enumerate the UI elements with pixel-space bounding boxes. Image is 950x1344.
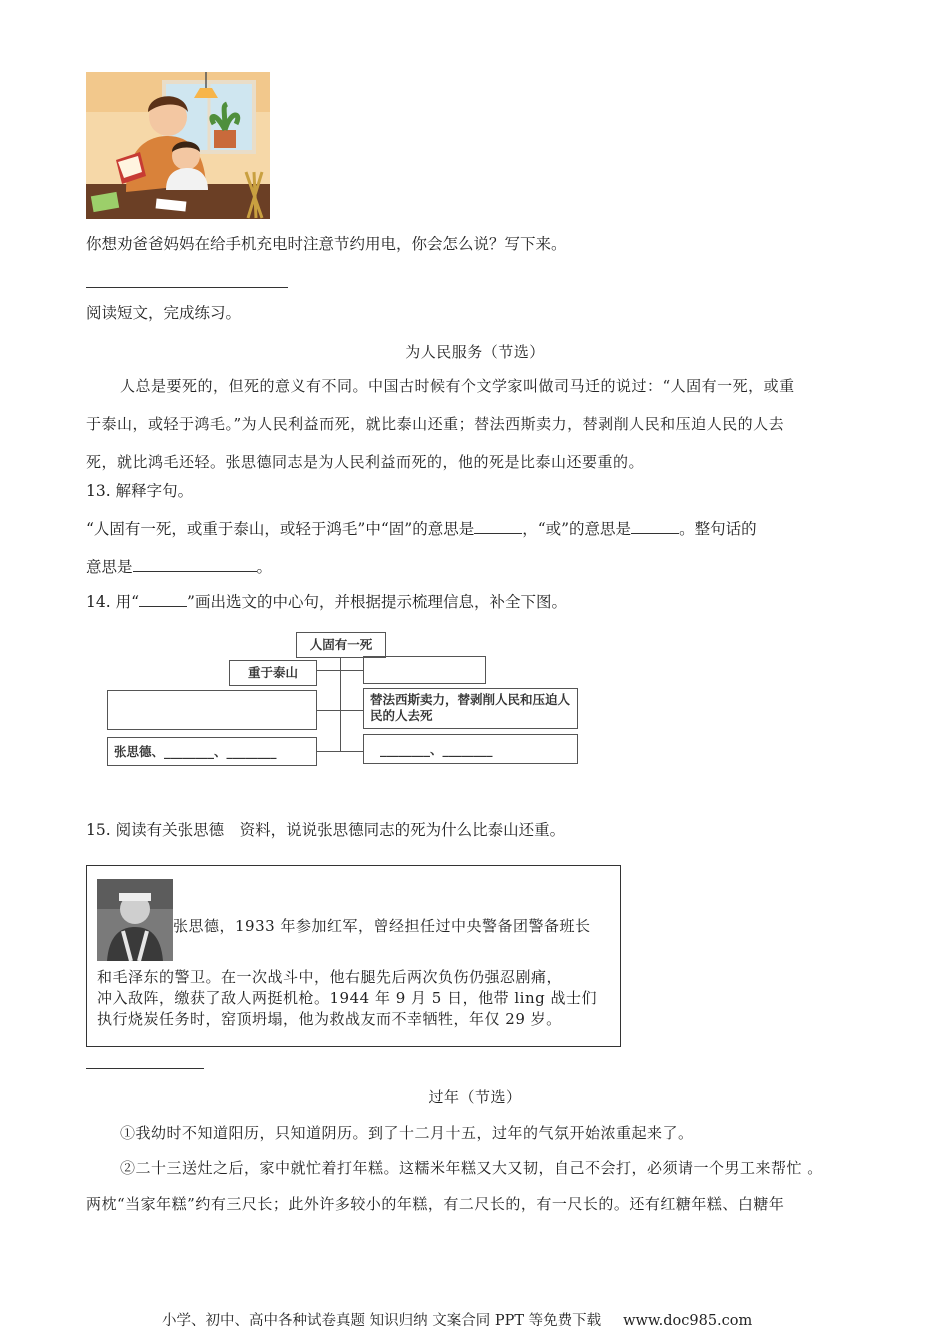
diagram-bottom-right-box[interactable]: [363, 734, 578, 764]
diagram-bottom-left-box[interactable]: [107, 737, 317, 766]
page-footer: [162, 1309, 752, 1330]
passage2-paragraph-2-line-1: ②二十三送灶之后，家中就忙着打年糕。这糯米年糕又大又韧，自己不会打，必须请一个男工来帮忙 。: [120, 1159, 823, 1177]
diagram-left-label: 重于泰山: [247, 665, 298, 680]
q15-title: 15. 阅读有关张思德 资料，说说张思德同志的死为什么比泰山还重。: [86, 821, 566, 839]
footer-text: 小学、初中、高中各种试卷真题 知识归纳 文案合同 PPT 等免费下载: [162, 1313, 602, 1329]
passage1-line-3: 死，就比鸿毛还轻。张思德同志是为人民利益而死的，他的死是比泰山还要重的。: [86, 453, 645, 471]
q13-text-b: ，“或”的意思是: [522, 520, 632, 538]
diagram-right-text-box: [363, 688, 578, 729]
q13-line-2: [86, 557, 272, 576]
diagram-left-label-box: [229, 660, 317, 686]
q13-line-1: [86, 519, 757, 538]
diagram-right-answer-box[interactable]: [363, 656, 486, 684]
gu-meaning-blank[interactable]: [474, 519, 522, 534]
diagram-top-box: [296, 632, 386, 658]
q13-text-e: 。: [256, 558, 273, 576]
passage2-paragraph-1: ①我幼时不知道阳历，只知道阴历。到了十二月十五，过年的气氛开始浓重起来了。: [120, 1124, 694, 1142]
q14-text-a: 14. 用“: [86, 593, 140, 611]
q13-text-d: 意思是: [86, 558, 133, 576]
footer-url-link[interactable]: www.doc985.com: [623, 1313, 753, 1329]
q13-text-a: “人固有一死，或重于泰山，或轻于鸿毛”中“固”的意思是: [86, 520, 475, 538]
q14-text-b: ”画出选文的中心句，并根据提示梳理信息，补全下图。: [187, 593, 567, 611]
diagram-bottom-left-text: 张思德、________、________: [114, 744, 277, 759]
passage1-line-1: 人总是要死的，但死的意义有不同。中国古时候有个文学家叫做司马迁的说过：“人固有一死，或重: [120, 377, 795, 395]
diagram-right-text: 替法西斯卖力，替剥削人民和压迫人民的人去死: [370, 692, 571, 723]
q13-title: 13. 解释字句。: [86, 482, 194, 500]
passage1-line-2: 于泰山，或轻于鸿毛。”为人民利益而死，就比泰山还重；替法西斯卖力，替剥削人民和压迫人民的人去: [86, 415, 785, 433]
q15-answer-line[interactable]: [86, 1068, 204, 1069]
diagram-left-answer-box[interactable]: [107, 690, 317, 730]
q12-prompt: 你想劝爸爸妈妈在给手机充电时注意节约用电，你会怎么说？写下来。: [86, 235, 567, 253]
diagram-top-label: 人固有一死: [309, 637, 373, 652]
info-line-3: 冲入敌阵，缴获了敌人两挺机枪。1944 年 9 月 5 日，他带 ling 战士们: [97, 989, 597, 1007]
huo-meaning-blank[interactable]: [631, 519, 679, 534]
sentence-meaning-blank[interactable]: [133, 557, 257, 572]
info-line-2: 和毛泽东的警卫。在一次战斗中，他右腿先后两次负伤仍强忍剧痛，: [97, 968, 563, 986]
zhang-side-info-box: [86, 865, 621, 1047]
illustration-father-reading: [86, 72, 270, 219]
diagram-connector: [316, 710, 364, 711]
q14-title: [86, 592, 567, 611]
passage2-paragraph-2-line-2: 两枕“当家年糕”约有三尺长；此外许多较小的年糕，有二尺长的，有一尺长的。还有红糖年糕、白糖年: [86, 1195, 785, 1213]
diagram-connector: [316, 670, 364, 671]
underline-mark-sample: [139, 592, 187, 607]
q12-answer-line[interactable]: [86, 287, 288, 288]
passage2-title: 过年（节选）: [428, 1088, 522, 1106]
diagram-connector: [340, 658, 341, 752]
diagram-bottom-right-text: ________、________: [380, 742, 493, 757]
info-line-1: 张思德，1933 年参加红军，曾经担任过中央警备团警备班长: [173, 917, 591, 935]
diagram-connector: [316, 751, 364, 752]
reading1-intro: 阅读短文，完成练习。: [86, 304, 242, 322]
zhang-side-photo: [97, 879, 173, 961]
passage1-title: 为人民服务（节选）: [405, 343, 545, 361]
info-line-4: 执行烧炭任务时，窑顶坍塌，他为救战友而不幸牺牲，年仅 29 岁。: [97, 1010, 562, 1028]
q13-text-c: 。整句话的: [679, 520, 757, 538]
